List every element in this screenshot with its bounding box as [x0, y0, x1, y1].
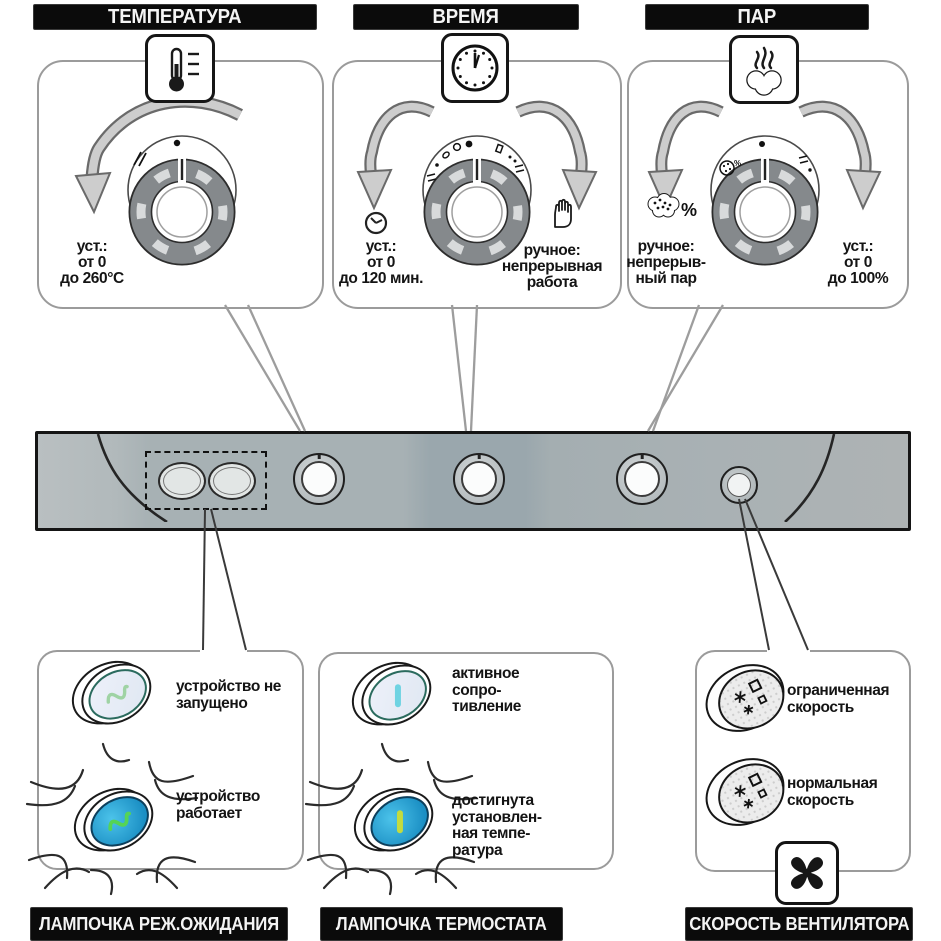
hand-icon — [555, 199, 571, 226]
panel-steam-knob — [616, 453, 668, 505]
time-manual-label: ручное: непрерывная работа — [501, 242, 603, 291]
panel-fan-speed-button — [720, 466, 758, 504]
rotate-arrow-left — [370, 106, 432, 173]
thermostat-on-label: достигнута установлен- ная темпе- ратура — [452, 792, 542, 859]
clock-icon — [441, 33, 509, 103]
temperature-header — [33, 4, 317, 30]
time-header — [353, 4, 579, 30]
time-header-label: ВРЕМЯ — [432, 5, 500, 28]
thermometer-icon — [145, 34, 215, 103]
fan-normal-label: нормальная скорость — [787, 775, 878, 809]
droplet-cloud-percent-icon — [648, 194, 697, 220]
time-setting-label: уст.: от 0 до 120 мин. — [338, 238, 424, 287]
steam-header — [645, 4, 869, 30]
fan-speed-footer-label: СКОРОСТЬ ВЕНТИЛЯТОРА — [688, 913, 910, 934]
thermo-bar-symbol — [397, 810, 403, 833]
arrow-head — [76, 173, 110, 212]
percent-label: % — [680, 199, 697, 220]
fan-icon — [775, 841, 839, 905]
thermo-bar-symbol — [395, 684, 401, 707]
steam-header-label: ПАР — [737, 5, 777, 28]
callout-gap-right — [767, 648, 810, 654]
panel-thermostat-lamp — [208, 462, 256, 500]
standby-footer-label: ЛАМПОЧКА РЕЖ.ОЖИДАНИЯ — [39, 913, 279, 934]
panel-standby-lamp — [158, 462, 206, 500]
wave-symbol — [101, 805, 139, 838]
clock-small-icon — [366, 213, 386, 233]
steam-setting-label: уст.: от 0 до 100% — [827, 238, 889, 287]
rotate-arrow-left — [661, 106, 721, 173]
wave-symbol — [99, 678, 137, 711]
fan-speed-footer — [685, 907, 913, 941]
zero-position-dot — [173, 139, 179, 145]
temperature-header-label: ТЕМПЕРАТУРА — [108, 5, 242, 28]
control-panel-strip — [35, 431, 911, 531]
steam-manual-label: ручное: непрерыв- ный пар — [626, 238, 706, 287]
panel-temperature-knob — [293, 453, 345, 505]
standby-off-label: устройство не запущено — [176, 678, 282, 712]
panel-time-knob — [453, 453, 505, 505]
rotate-arrow-right — [518, 106, 582, 173]
thermostat-off-label: активное сопро- тивление — [452, 665, 522, 715]
steam-cloud-icon — [729, 35, 799, 104]
dial-percent-mark: % — [733, 158, 741, 168]
thermostat-footer-label: ЛАМПОЧКА ТЕРМОСТАТА — [336, 913, 547, 934]
thermostat-footer — [320, 907, 563, 941]
standby-footer — [30, 907, 288, 941]
temperature-setting-label: уст.: от 0 до 260°C — [60, 238, 124, 287]
fan-limited-label: ограниченная скорость — [787, 682, 890, 716]
callout-gap-left — [200, 648, 247, 654]
standby-on-label: устройство работает — [176, 788, 260, 822]
